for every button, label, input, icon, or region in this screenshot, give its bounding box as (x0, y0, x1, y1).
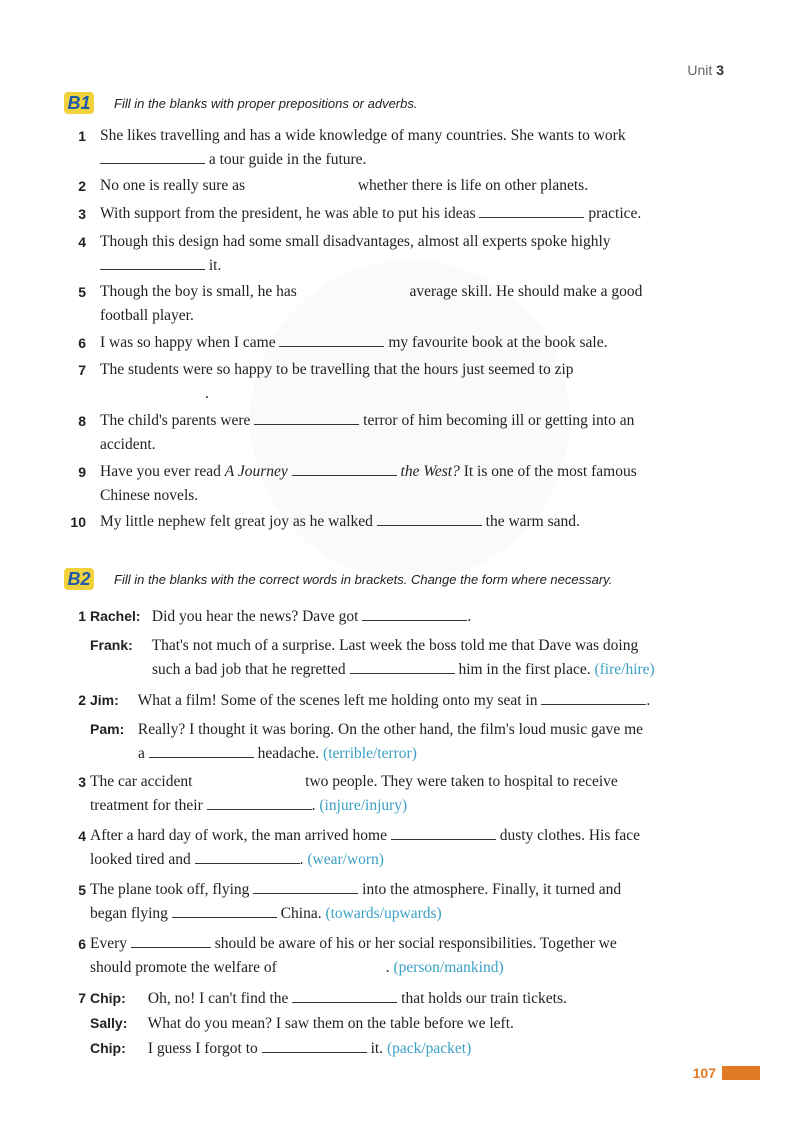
page-number-bar (722, 1066, 760, 1080)
unit-label: Unit 3 (687, 62, 724, 78)
blank[interactable] (253, 879, 358, 894)
b2-item-7: 7 Chip: Oh, no! I can't find the that holds our train tickets. Sally: What do you mean? I saw them on the table before we left. Chip: I guess I forgot to it. (pack/packet) (78, 990, 567, 1057)
blank[interactable] (362, 606, 467, 621)
blank[interactable] (196, 772, 301, 786)
b2-item-4: 4 After a hard day of work, the man arrived home dusty clothes. His face looked tired and . (wear/worn) (78, 827, 641, 868)
blank[interactable] (292, 461, 397, 476)
b1-item-9: 9 Have you ever read A Journey the West? It is one of the most famous Chinese novels. (78, 463, 637, 504)
b2-header (64, 568, 612, 590)
blank[interactable] (281, 958, 386, 972)
blank[interactable] (100, 149, 205, 164)
b2-item-2: 2 Jim: What a film! Some of the scenes left me holding onto my seat in . Pam: Really? I thought it was boring. On the other hand, the film's loud music gave me a headache. (terrible/terror) (78, 692, 651, 762)
blank[interactable] (350, 659, 455, 674)
b2-item-1: 1 Rachel: Did you hear the news? Dave got . Frank: That's not much of a surprise. Last week the boss told me that Dave was doing such a bad job that he regretted him in the first place. (fire/hire) (78, 608, 655, 678)
b1-badge: B1 (64, 92, 94, 114)
b1-item-6: 6 I was so happy when I came my favourite book at the book sale. (78, 334, 608, 351)
b2-badge: B2 (64, 568, 94, 590)
b1-item-2: 2 No one is really sure as whether there is life on other planets. (78, 177, 589, 194)
blank[interactable] (172, 903, 277, 918)
blank[interactable] (149, 743, 254, 758)
b1-item-10: 10 My little nephew felt great joy as he walked the warm sand. (70, 513, 580, 530)
blank[interactable] (207, 795, 312, 810)
b1-item-1: 1 She likes travelling and has a wide knowledge of many countries. She wants to work a tour guide in the future. (78, 127, 626, 168)
blank[interactable] (391, 825, 496, 840)
page-number: 107 (693, 1065, 760, 1081)
b2-instruction: Fill in the blanks with the correct words in brackets. Change the form where necessary. (114, 571, 613, 587)
b1-item-4: 4 Though this design had some small disadvantages, almost all experts spoke highly it. (78, 233, 611, 274)
b1-instruction: Fill in the blanks with proper prepositions or adverbs. (114, 95, 418, 111)
blank[interactable] (279, 332, 384, 347)
blank[interactable] (479, 203, 584, 218)
blank[interactable] (262, 1038, 367, 1053)
b2-item-5: 5 The plane took off, flying into the atmosphere. Finally, it turned and began flying China. (towards/upwards) (78, 881, 622, 922)
b2-item-3: 3 The car accident two people. They were taken to hospital to receive treatment for their . (injure/injury) (78, 773, 618, 814)
b1-item-5: 5 Though the boy is small, he has average skill. He should make a good football player. (78, 283, 643, 324)
blank[interactable] (377, 511, 482, 526)
blank[interactable] (100, 255, 205, 270)
blank[interactable] (541, 690, 646, 705)
blank[interactable] (249, 176, 354, 190)
blank[interactable] (131, 933, 211, 948)
b2-item-6: 6 Every should be aware of his or her social responsibilities. Together we should promote the welfare of . (person/mankind) (78, 935, 617, 976)
b1-item-7: 7 The students were so happy to be travelling that the hours just seemed to zip . (78, 361, 574, 402)
b1-item-8: 8 The child's parents were terror of him becoming ill or getting into an accident. (78, 412, 635, 453)
b1-header (64, 92, 417, 114)
b1-item-3: 3 With support from the president, he was able to put his ideas practice. (78, 205, 642, 222)
blank[interactable] (195, 849, 300, 864)
blank[interactable] (254, 410, 359, 425)
blank[interactable] (292, 988, 397, 1003)
blank[interactable] (100, 384, 205, 398)
blank[interactable] (301, 282, 406, 296)
